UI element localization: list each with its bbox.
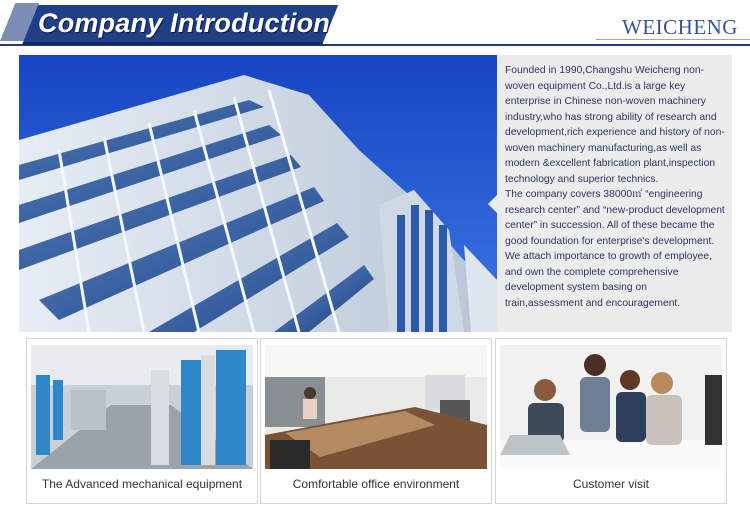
intro-pointer: [488, 195, 497, 213]
office-card: [260, 338, 492, 504]
building-photo: [19, 55, 497, 332]
intro-panel: [497, 55, 732, 332]
intro-paragraph-2: The company covers 38000㎡ “engineering research center” and “new-product development center” in succession. All of these became the good foundation for enterprise's development. We attach importance to growth of employee, and own the complete comprehensive development system basing on train,assessment and encouragement.: [505, 189, 725, 309]
brand-logo: WEICHENG: [622, 15, 738, 39]
building-illustration: [19, 55, 497, 332]
section-header: [0, 0, 750, 50]
intro-paragraph-1: Founded in 1990,Changshu Weicheng non-woven equipment Co.,Ltd.is a large key enterprise in Chinese non-woven machinery industry,who has strong ability of research and development,rich experience and history of non-woven machinery manufacturing,as well as modern &excellent fabrication plant,inspection technology and superior technics.: [505, 65, 725, 185]
customer-visit-photo: [500, 345, 722, 469]
office-photo: [265, 345, 487, 469]
section-title: Company Introduction: [38, 8, 330, 38]
factory-photo: [31, 345, 253, 469]
equipment-caption: The Advanced mechanical equipment: [41, 477, 243, 491]
office-caption: Comfortable office environment: [292, 477, 460, 491]
equipment-card: [26, 338, 258, 504]
customer-caption: Customer visit: [572, 477, 649, 491]
customer-card: [495, 338, 727, 504]
